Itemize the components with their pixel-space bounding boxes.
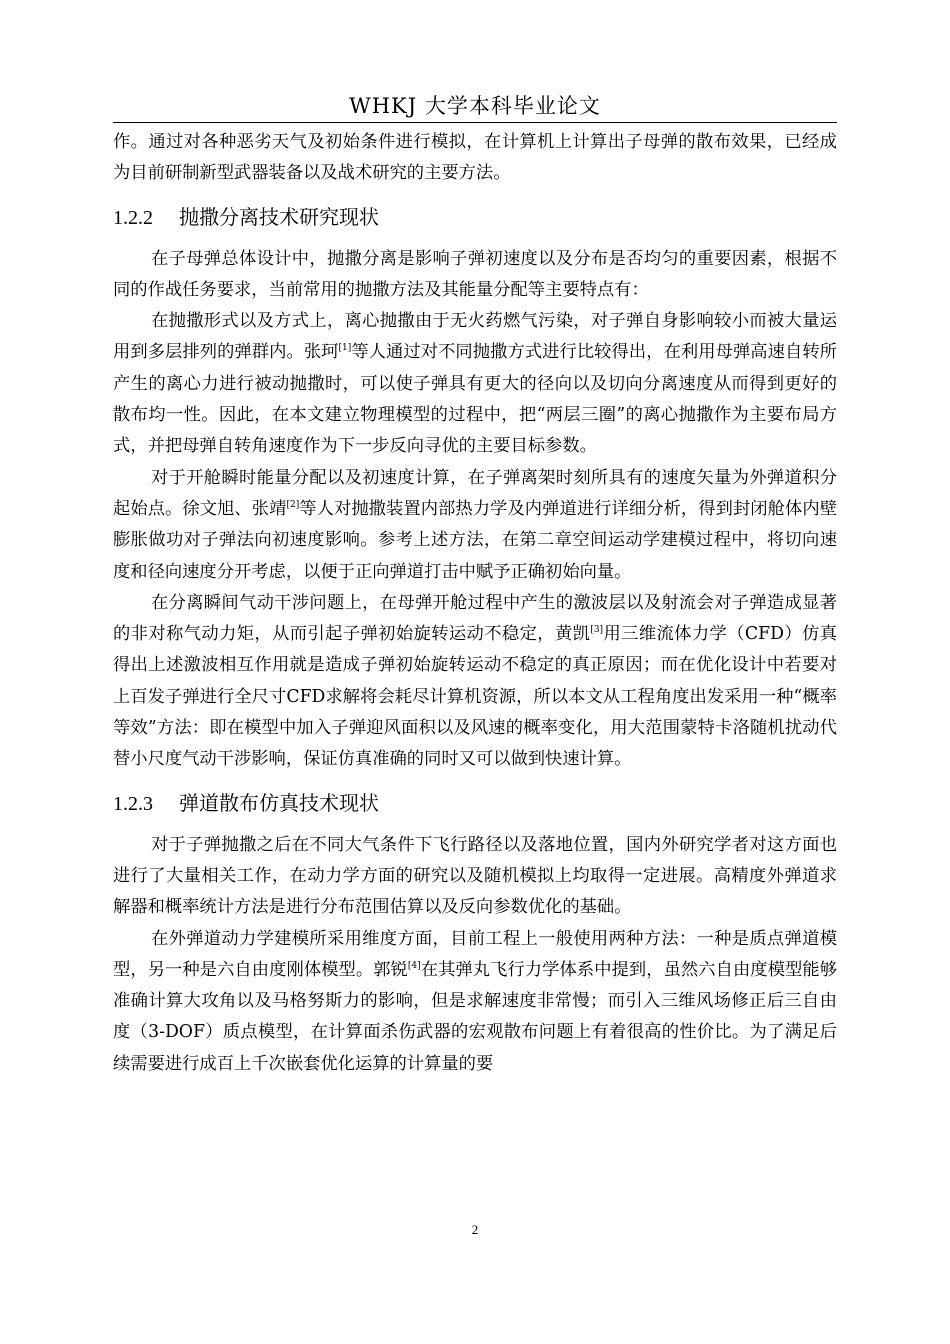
paragraph-text: 在抛撒形式以及方式上，离心抛撒由于无火药燃气污染，对子弹自身影响较小而被大量运用到多层排列的弹群内。张珂 (113, 311, 837, 363)
section-title: 抛撒分离技术研究现状 (179, 204, 379, 229)
paragraph-text: 用三维流体力学（CFD）仿真得出上述激波相互作用就是造成子弹初始旋转运动不稳定的真正原因；而在优化设计中若要对上百发子弹进行全尺寸CFD求解将会耗尽计算机资源，所以本文从工程角度出发采用一种“概率等效”方法：即在模型中加入子弹迎风面积以及风速的概率变化，用大范围蒙特卡洛随机扰动代替小尺度气动干涉影响，保证仿真准确的同时又可以做到快速计算。 (113, 624, 837, 770)
paragraph: 在子母弹总体设计中，抛撒分离是影响子弹初速度以及分布是否均匀的重要因素，根据不同的作战任务要求，当前常用的抛撒方法及其能量分配等主要特点有： (113, 248, 837, 300)
header-rule (113, 122, 837, 123)
section-heading-1-2-2 (113, 190, 837, 244)
paragraph: 对于子弹抛撒之后在不同大气条件下飞行路径以及落地位置，国内外研究学者对这方面也进行了大量相关工作，在动力学方面的研究以及随机模拟上均取得一定进展。高精度外弹道求解器和概率统计方法是进行分布范围估算以及反向参数优化的基础。 (113, 834, 837, 918)
page-number: 2 (471, 1222, 479, 1237)
citation-ref: [1] (338, 343, 352, 354)
paragraph (113, 924, 837, 1080)
paragraph-text: 在外弹道动力学建模所采用维度方面，目前工程上一般使用两种方法：一种是质点弹道模型，另一种是六自由度刚体模型。郭锐 (113, 928, 837, 980)
citation-ref: [2] (286, 499, 300, 510)
paragraph-text: 对于开舱瞬时能量分配以及初速度计算，在子弹离架时刻所具有的速度矢量为外弹道积分起始点。徐文旭、张靖 (113, 467, 837, 519)
paragraph-text: 等人通过对不同抛撒方式进行比较得出，在利用母弹高速自转所产生的离心力进行被动抛撒时，可以使子弹具有更大的径向以及切向分离速度从而得到更好的散布均一性。因此，在本文建立物理模型的过程中，把“两层三圈”的离心抛撒作为主要布局方式，并把母弹自转角速度作为下一步反向寻优的主要目标参数。 (113, 342, 837, 457)
citation-ref: [4] (407, 960, 421, 971)
paragraph (113, 463, 837, 588)
section-title: 弹道散布仿真技术现状 (179, 790, 379, 815)
section-number: 1.2.2 (113, 206, 153, 229)
section-number: 1.2.3 (113, 792, 153, 815)
paragraph-text: 在分离瞬间气动干涉问题上，在母弹开舱过程中产生的激波层以及射流会对子弹造成显著的非对称气动力矩，从而引起子弹初始旋转运动不稳定，黄凯 (113, 592, 837, 645)
paragraph-text: 等人对抛撒装置内部热力学及内弹道进行详细分析，得到封闭舱体内壁膨胀做功对子弹法向初速度影响。参考上述方法，在第二章空间运动学建模过程中，将切向速度和径向速度分开考虑，以便于正向弹道打击中赋予正确初始向量。 (113, 498, 837, 582)
paragraph (113, 588, 837, 776)
paragraph-text: 在其弹丸飞行力学体系中提到，虽然六自由度模型能够准确计算大攻角以及马格努斯力的影响，但是求解速度非常慢；而引入三维风场修正后三自由度（3-DOF）质点模型，在计算面杀伤武器的宏观散布问题上有着很高的性价比。为了满足后续需要进行成百上千次嵌套优化运算的计算量的要 (113, 959, 837, 1074)
page-header-title: WHKJ 大学本科毕业论文 (349, 94, 601, 118)
citation-ref: [3] (590, 625, 604, 636)
section-heading-1-2-3 (113, 776, 837, 830)
page-body (113, 127, 837, 1080)
intro-paragraph: 作。通过对各种恶劣天气及初始条件进行模拟，在计算机上计算出子母弹的散布效果，已经成为目前研制新型武器装备以及战术研究的主要方法。 (113, 132, 837, 184)
paragraph (113, 306, 837, 462)
